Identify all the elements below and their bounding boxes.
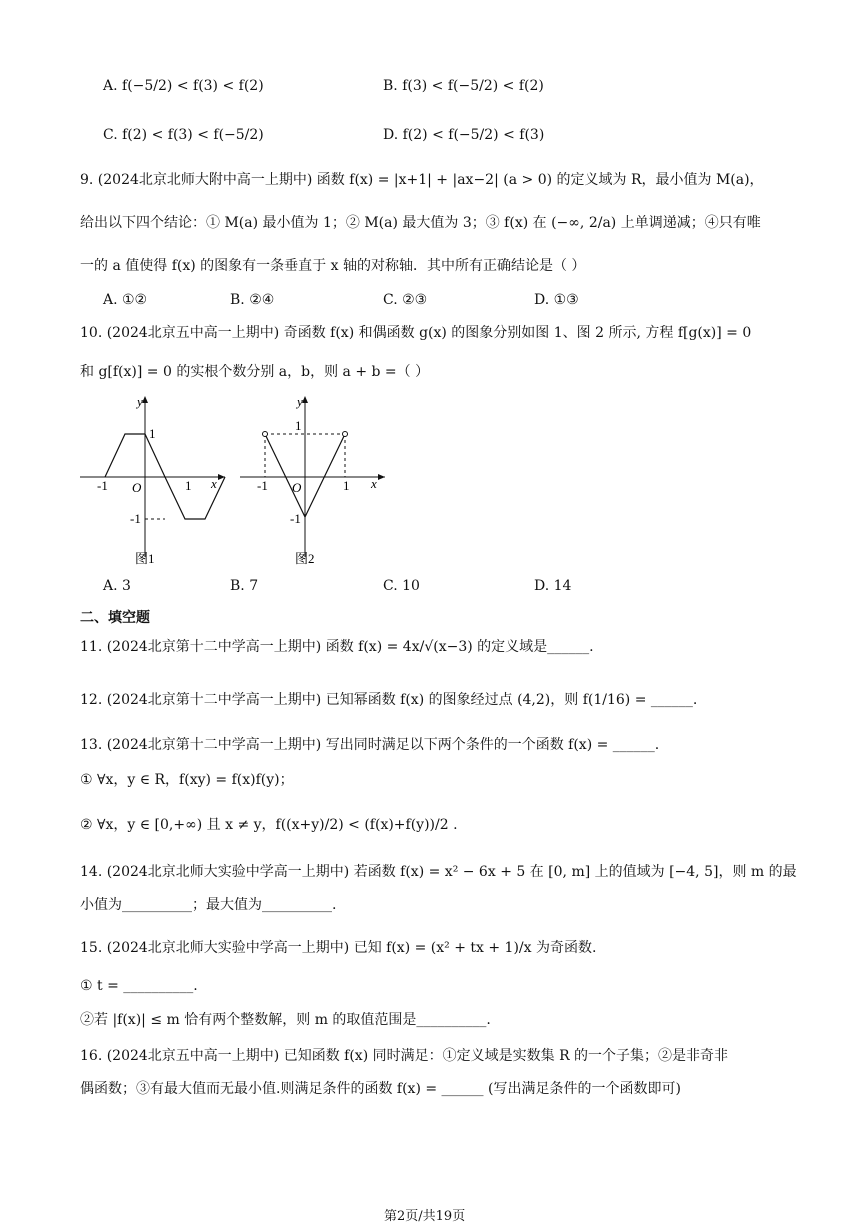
fig2-x-axis-label: x	[371, 476, 377, 491]
q10-line-2: 和 g[f(x)] = 0 的实根个数分别 a，b，则 a + b =（ ）	[80, 364, 430, 380]
q9-option-b: B. ②④	[230, 292, 275, 308]
q9-option-d: D. ①③	[534, 292, 579, 308]
q9-option-c: C. ②③	[383, 292, 428, 308]
fig2-tick-x-neg1: -1	[257, 478, 268, 493]
q9-line-3: 一的 a 值使得 f(x) 的图象有一条垂直于 x 轴的对称轴．其中所有正确结论是（ ）	[80, 258, 586, 274]
q13-line-1: 13. (2024北京第十二中学高一上期中) 写出同时满足以下两个条件的一个函数 f(x) = ______.	[80, 737, 660, 753]
q8-option-d: D. f(2) < f(−5/2) < f(3)	[383, 127, 545, 143]
q10-option-c: C. 10	[383, 578, 420, 594]
q10-option-d: D. 14	[534, 578, 572, 594]
fig2-tick-x-1: 1	[343, 478, 350, 493]
page-footer: 第2页/共19页	[384, 1209, 466, 1224]
q16-line-1: 16. (2024北京五中高一上期中) 已知函数 f(x) 同时满足：①定义域是实数集 R 的一个子集；②是非奇非	[80, 1048, 729, 1064]
fig2-caption: 图2	[295, 551, 315, 566]
q10-option-b: B. 7	[230, 578, 259, 594]
q13-line-2: ① ∀x，y ∈ R，f(xy) = f(x)f(y)；	[80, 772, 294, 788]
q14-line-2: 小值为__________；最大值为__________.	[80, 897, 337, 913]
q9-line-2: 给出以下四个结论：① M(a) 最小值为 1；② M(a) 最大值为 3；③ f(x) 在 (−∞, 2/a) 上单调递减；④只有唯	[80, 215, 761, 231]
fig1-origin-label: O	[132, 480, 142, 495]
fig1-caption: 图1	[135, 551, 155, 566]
fig1-tick-y-neg1: -1	[130, 511, 141, 526]
q10-line-1: 10. (2024北京五中高一上期中) 奇函数 f(x) 和偶函数 g(x) 的图象分别如图 1、图 2 所示, 方程 f[g(x)] = 0	[80, 325, 752, 341]
q9-line-1: 9. (2024北京北师大附中高一上期中) 函数 f(x) = |x+1| + |ax−2| (a > 0) 的定义域为 R，最小值为 M(a)，	[80, 172, 764, 188]
q11-text: 11. (2024北京第十二中学高一上期中) 函数 f(x) = 4x/√(x−3) 的定义域是______.	[80, 639, 594, 655]
q15-line-2: ① t = __________.	[80, 978, 198, 994]
fig1-tick-x-1: 1	[185, 478, 192, 493]
figure-1-odd-function-graph	[75, 392, 235, 572]
q8-option-b: B. f(3) < f(−5/2) < f(2)	[383, 78, 544, 94]
fig1-tick-y-1: 1	[149, 426, 156, 441]
fig2-origin-label: O	[292, 480, 302, 495]
fig1-y-axis-label: y	[137, 394, 143, 409]
q8-option-c: C. f(2) < f(3) < f(−5/2)	[103, 127, 264, 143]
q10-option-a: A. 3	[103, 578, 131, 594]
q9-option-a: A. ①②	[103, 292, 148, 308]
q12-text: 12. (2024北京第十二中学高一上期中) 已知幂函数 f(x) 的图象经过点 (4,2)，则 f(1/16) = ______.	[80, 692, 698, 708]
q14-line-1: 14. (2024北京北师大实验中学高一上期中) 若函数 f(x) = x² − 6x + 5 在 [0, m] 上的值域为 [−4, 5]，则 m 的最	[80, 864, 797, 880]
fig2-tick-y-neg1: -1	[290, 511, 301, 526]
q8-option-a: A. f(−5/2) < f(3) < f(2)	[103, 78, 264, 94]
q13-line-3: ② ∀x，y ∈ [0,+∞) 且 x ≠ y，f((x+y)/2) < (f(x)+f(y))/2 .	[80, 817, 458, 833]
fig1-tick-x-neg1: -1	[97, 478, 108, 493]
q15-line-1: 15. (2024北京北师大实验中学高一上期中) 已知 f(x) = (x² + tx + 1)/x 为奇函数.	[80, 940, 597, 956]
q16-line-2: 偶函数；③有最大值而无最小值.则满足条件的函数 f(x) = ______ (写出满足条件的一个函数即可)	[80, 1081, 681, 1097]
fig1-x-axis-label: x	[211, 476, 217, 491]
figure-2-even-function-graph	[235, 392, 395, 572]
q15-line-3: ②若 |f(x)| ≤ m 恰有两个整数解，则 m 的取值范围是__________.	[80, 1012, 491, 1028]
section-title-fill-in: 二、填空题	[80, 610, 150, 626]
fig2-y-axis-label: y	[297, 394, 303, 409]
fig2-tick-y-1: 1	[295, 418, 302, 433]
